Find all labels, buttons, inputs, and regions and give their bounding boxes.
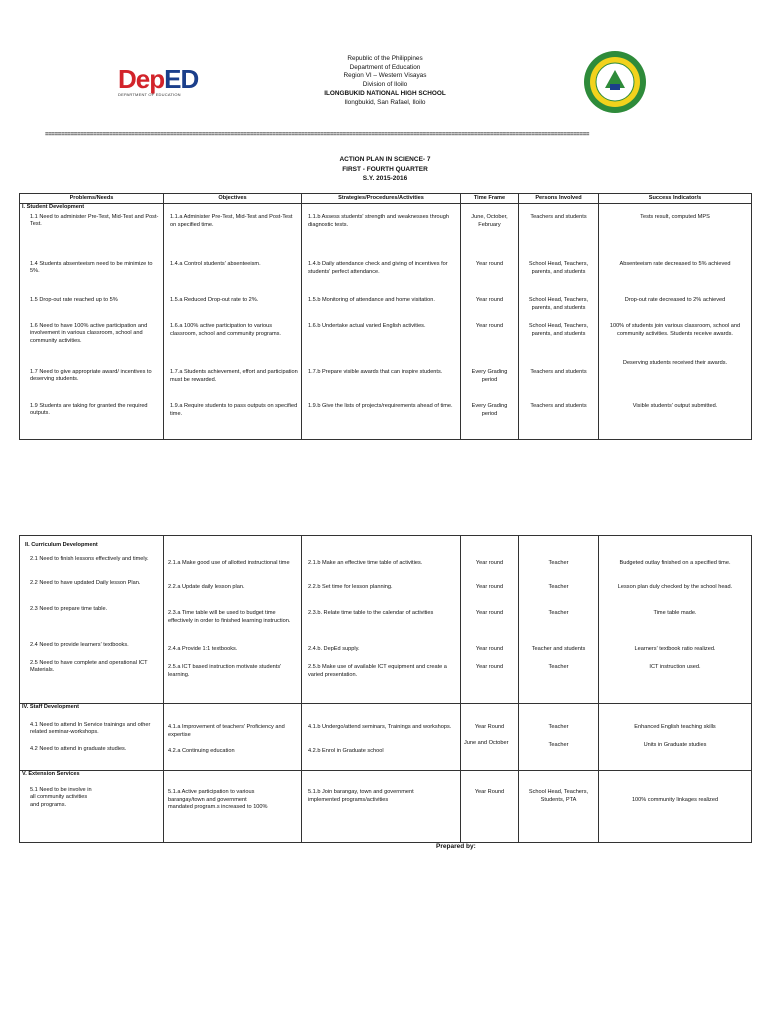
list-item: 4.2.a Continuing education [168,748,235,754]
document-header [250,55,520,107]
table-row [20,704,752,771]
list-item: Deserving students received their awards. [622,360,728,366]
list-item: Year round [475,297,504,303]
objectives-list [164,704,301,757]
problems-list [20,212,163,418]
objectives-cell [164,536,302,704]
list-item: 100% community linkages realized [631,797,719,803]
problems-cell [20,704,164,771]
list-item: 4.2.b Enrol in Graduate school [308,748,384,754]
list-item: 5.1 Need to be involve in all community activities and programs. [30,786,92,808]
time-frame-list [461,771,518,798]
list-item: 4.2 Need to attend in graduate studies. [30,745,127,752]
list-item: Tests result, computed MPS [640,214,710,220]
persons-cell [519,536,599,704]
list-item: Teacher [548,664,569,670]
indicators-list [599,704,751,751]
list-item: 1.5.a Reduced Drop-out rate to 2%. [170,297,259,303]
school-address: Ilongbukid, San Rafael, Iloilo [344,98,426,106]
strategies-list [302,204,460,412]
header-line-1: Republic of the Philippines [347,55,423,62]
list-item: Teacher [548,610,569,616]
list-item: 1.1.a Administer Pre-Test, Mid-Test and Post-Test on specified time. [170,214,293,228]
list-item: 1.6.a 100% active participation to various classroom, school and community programs. [170,323,281,337]
list-item: Teacher [548,724,569,730]
strategies-list [302,704,460,757]
indicators-cell [599,771,752,843]
persons-cell [519,704,599,771]
list-item: 1.5 Drop-out rate reached up to 5% [30,296,118,303]
list-item: Year Round [474,789,505,795]
problems-cell [20,204,164,440]
plan-school-year: S.Y. 2015-2016 [362,175,408,182]
school-name: ILONGBUKID NATIONAL HIGH SCHOOL [324,89,446,97]
list-item: Year round [475,261,504,267]
list-item: Teacher [548,742,569,748]
problems-list [20,550,163,675]
problems-cell [20,771,164,843]
list-item: Enhanced English teaching skills [634,724,716,730]
list-item: 2.4 Need to provide learners' textbooks. [30,641,129,648]
persons-cell [519,771,599,843]
list-item: Every Grading period [471,403,508,417]
list-item: School Head, Teachers, parents, and students [528,261,589,275]
indicators-list [599,771,751,806]
action-plan-table-2 [19,535,752,843]
list-item: 1.4 Students absenteeism need to be minimize to 5%. [30,260,153,275]
list-item: 1.4.b Daily attendance check and giving of incentives for students' perfect attendance. [308,261,448,275]
time-frame-cell [461,771,519,843]
objectives-list [164,536,301,679]
objectives-list [164,204,301,418]
list-item: 1.9.a Require students to pass outputs on specified time. [170,403,298,417]
table-row [20,771,752,843]
list-item: 2.5.b Make use of available ICT equipment and create a varied presentation. [308,664,447,678]
list-item: ICT instruction used. [649,664,701,670]
list-item: Year round [475,664,504,670]
list-item: Year round [475,584,504,590]
strategies-cell [302,704,461,771]
list-item: Absenteeism rate decreased to 5% achieved [619,261,731,267]
list-item: 2.4.b. DepEd supply. [308,646,360,652]
plan-titles [250,155,520,184]
list-item: Teachers and students [530,214,587,220]
header-line-3: Region VI – Western Visayas [343,72,427,80]
list-item: School Head, Teachers, Students, PTA [528,789,589,803]
list-item: Every Grading period [471,369,508,383]
time-frame-cell [461,536,519,704]
list-item: 1.1.b Assess students' strength and weaknesses through diagnostic tests. [308,214,449,228]
objectives-cell [164,204,302,440]
list-item: 2.1.a Make good use of allotted instructional time [168,560,290,566]
objectives-cell [164,704,302,771]
list-item: Teacher and students [531,646,586,652]
persons-list [519,704,598,751]
list-item: Drop-out rate decreased to 2% achieved [624,297,726,303]
header-line-2: Department of Education [349,63,421,71]
list-item: 2.4.a Provide 1:1 textbooks. [168,646,238,652]
strategies-list [302,536,460,679]
persons-cell [519,204,599,440]
list-item: 2.5.a ICT based instruction motivate students' learning. [168,664,282,678]
indicators-list [599,536,751,673]
time-frame-list [461,204,518,418]
plan-quarter: FIRST - FOURTH QUARTER [342,165,428,173]
list-item: June and October [464,740,509,746]
table-row [20,204,752,440]
list-item: Budgeted outlay finished on a specified time. [619,560,731,566]
col-header-problems: Problems/Needs [20,194,164,204]
list-item: Units in Graduate studies [643,742,707,748]
list-item: 1.6 Need to have 100% active participation and involvement in various classroom, school and community activities. [30,322,148,344]
persons-list [519,204,598,412]
time-frame-cell [461,204,519,440]
col-header-time-frame: Time Frame [461,194,519,204]
list-item: 5.1.a Active participation to various barangay/town and government mandated program.s increased to 100% [168,789,268,811]
time-frame-cell [461,704,519,771]
list-item: 2.1.b Make an effective time table of activities. [308,560,423,566]
list-item: Year Round [474,724,505,730]
section-title: V. Extension Services [22,771,80,777]
objectives-cell [164,771,302,843]
list-item: 1.9 Students are taking for granted the required outputs. [30,402,148,417]
list-item: June, October, February [471,214,508,228]
list-item: 4.1.b Undergo/attend seminars, Trainings and workshops. [308,724,452,730]
list-item: 2.2.b Set time for lesson planning. [308,584,393,590]
col-header-indicators: Success Indicator/s [599,194,752,204]
deped-logo-subtext: DEPARTMENT OF EDUCATION [118,92,181,97]
list-item: 4.1.a Improvement of teachers' Proficiency and expertise [168,724,285,738]
list-item: Teacher [548,560,569,566]
deped-logo [118,64,208,104]
list-item: Teachers and students [530,403,587,409]
list-item: 1.4.a Control students' absenteeism. [170,261,261,267]
table-row [20,536,752,704]
action-plan-table-1 [19,193,752,440]
list-item: Lesson plan duly checked by the school head. [617,584,733,590]
list-item: 1.5.b Monitoring of attendance and home visitation. [308,297,435,303]
list-item: School Head, Teachers, parents, and students [528,297,589,311]
list-item: 2.3 Need to prepare time table. [30,605,108,612]
col-header-strategies: Strategies/Procedures/Activities [302,194,461,204]
problems-cell [20,536,164,704]
list-item: 1.7.a Students achievement, effort and participation must be rewarded. [170,369,298,383]
list-item: Teacher [548,584,569,590]
strategies-cell [302,204,461,440]
col-header-persons: Persons Involved [519,194,599,204]
list-item: 100% of students join various classroom, school and community activities. Students receive awards. [609,323,741,337]
problems-list [20,712,163,755]
list-item: School Head, Teachers, parents, and students [528,323,589,337]
list-item: Teachers and students [530,369,587,375]
list-item: Year round [475,560,504,566]
deped-logo-text: DepED [118,64,199,94]
problems-list [20,779,163,810]
strategies-list [302,771,460,804]
list-item: 5.1.b Join barangay, town and government implemented programs/activities [308,789,414,803]
plan-title: ACTION PLAN IN SCIENCE- 7 [339,156,431,163]
list-item: 2.3.a Time table will be used to budget time effectively in order to finished learning instruction. [168,610,291,624]
col-header-objectives: Objectives [164,194,302,204]
persons-list [519,536,598,673]
section-title: II. Curriculum Development [25,542,98,548]
list-item: 2.2 Need to have updated Daily lesson Plan. [30,579,141,586]
header-rule: ========================================================================================================================================================================== [45,131,590,138]
list-item: Time table made. [653,610,697,616]
list-item: 2.1 Need to finish lessons effectively and timely. [30,555,149,562]
prepared-by-label: Prepared by: [436,843,476,850]
time-frame-list [461,536,518,673]
school-seal-icon [583,50,647,114]
list-item: Year round [475,323,504,329]
list-item: 1.7 Need to give appropriate award/ incentives to deserving students. [30,368,152,383]
indicators-cell [599,536,752,704]
list-item: Year round [475,646,504,652]
list-item: 1.7.b Prepare visible awards that can inspire students. [308,369,443,375]
list-item: 1.9.b Give the lists of projects/requirements ahead of time. [308,403,453,409]
indicators-list [599,204,751,412]
list-item: 1.1 Need to administer Pre-Test, Mid-Test and Post-Test. [30,213,159,228]
list-item: Year round [475,610,504,616]
strategies-cell [302,771,461,843]
section-title: IV. Staff Development [22,704,79,710]
list-item: 2.2.a Update daily lesson plan. [168,584,245,590]
indicators-cell [599,204,752,440]
list-item: 4.1 Need to attend In Service trainings and other related seminar-workshops. [30,721,151,736]
section-title: I. Student Development [22,204,85,210]
objectives-list [164,771,301,812]
list-item: 1.6.b Undertake actual varied English activities. [308,323,426,329]
header-line-4: Division of Iloilo [362,81,408,89]
list-item: Learners' textbook ratio realized. [634,646,716,652]
strategies-cell [302,536,461,704]
list-item: Visible students' output submitted. [632,403,718,409]
time-frame-list [461,704,518,749]
indicators-cell [599,704,752,771]
list-item: 2.3.b. Relate time table to the calendar of activities [308,610,434,616]
persons-list [519,771,598,804]
list-item: 2.5 Need to have complete and operational ICT Materials. [30,659,148,674]
table-header-row [20,194,752,204]
